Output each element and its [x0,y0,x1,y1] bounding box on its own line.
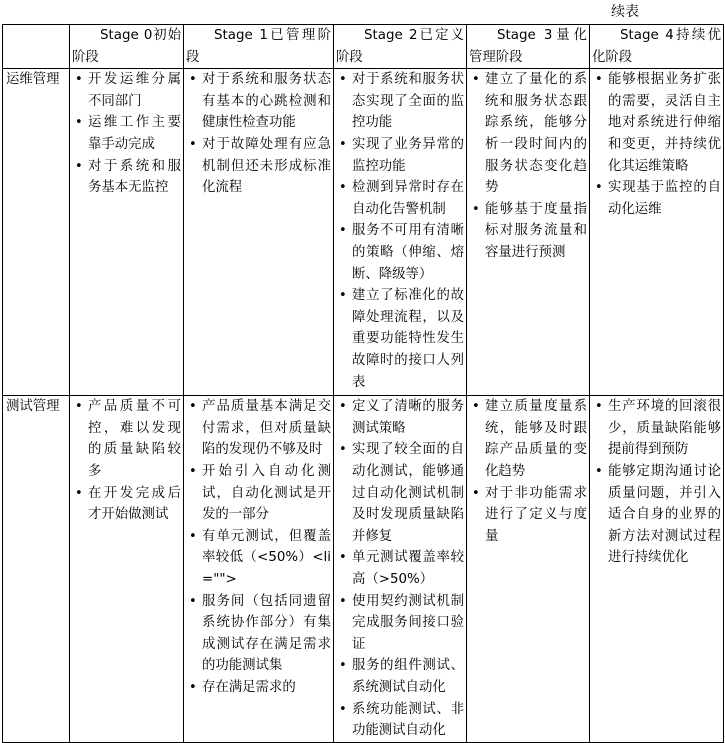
list-item: • 存在满足需求的 [187,677,331,699]
list-item: • 检测到异常时存在自动化告警机制 [337,177,464,220]
list-item: • 对于故障处理有应急机制但还未形成标准化流程 [187,134,331,199]
stage-0-cell [70,69,184,396]
list-item: • 运维工作主要靠手动完成 [73,112,181,155]
bullet-list [73,69,181,199]
maturity-table [2,24,724,743]
list-item: • 能够基于度量指标对服务流量和容量进行预测 [470,199,587,264]
stage-4-cell [590,396,724,743]
test-management-row [3,396,724,743]
list-item: • 建立了标准化的故障处理流程，以及重要功能特性发生故障时的接口人列表 [337,285,464,393]
list-item: • 服务间（包括同遗留系统协作部分）有集成测试存在满足需求的功能测试集 [187,591,331,677]
list-item: • 产品质量不可控，难以发现的质量缺陷较多 [73,396,181,482]
list-item: • 服务的组件测试、系统测试自动化 [337,655,464,698]
header-stage-2: Stage 2已定义阶段 [334,25,467,69]
list-item: • 对于系统和服务基本无监控 [73,156,181,199]
list-item: • 实现了业务异常的监控功能 [337,134,464,177]
table-caption: 续表 [611,4,639,20]
list-item: • 实现基于监控的自动化运维 [593,177,721,220]
row-label: 运维管理 [3,69,70,396]
list-item: • 生产环境的回滚很少，质量缺陷能够提前得到预防 [593,396,721,461]
bullet-list [187,69,331,199]
list-item: • 使用契约测试机制完成服务间接口验证 [337,591,464,656]
list-item: • 服务不可用有清晰的策略（伸缩、熔断、降级等） [337,220,464,285]
bullet-list [593,69,721,220]
list-item: • 系统功能测试、非功能测试自动化 [337,699,464,742]
header-stage-0: Stage 0初始阶段 [70,25,184,69]
header-stage-4: Stage 4持续优化阶段 [590,25,724,69]
bullet-list [73,396,181,526]
bullet-list [470,396,587,547]
header-row [3,25,724,69]
bullet-list [187,396,331,698]
stage-3-cell [467,396,590,743]
list-item: • 单元测试覆盖率较高（>50%） [337,547,464,590]
header-stage-3: Stage 3量化管理阶段 [467,25,590,69]
bullet-list [593,396,721,569]
bullet-list [337,69,464,393]
list-item: • 对于系统和服务状态有基本的心跳检测和健康性检查功能 [187,69,331,134]
bullet-list [337,396,464,742]
list-item: • 能够定期沟通讨论质量问题，并引入适合自身的业界的新方法对测试过程进行持续优化 [593,461,721,569]
stage-2-cell [334,69,467,396]
list-item: • 开发运维分属不同部门 [73,69,181,112]
ops-management-row [3,69,724,396]
row-label: 测试管理 [3,396,70,743]
stage-3-cell [467,69,590,396]
stage-1-cell [184,69,334,396]
stage-0-cell [70,396,184,743]
list-item: • 建立了量化的系统和服务状态跟踪系统，能够分析一段时间内的服务状态变化趋势 [470,69,587,199]
header-stage-1: Stage 1已管理阶段 [184,25,334,69]
stage-1-cell [184,396,334,743]
list-item: • 实现了较全面的自动化测试，能够通过自动化测试机制及时发现质量缺陷并修复 [337,439,464,547]
header-cell-empty [3,25,70,69]
list-item: • 对于非功能需求进行了定义与度量 [470,483,587,548]
list-item: • 在开发完成后才开始做测试 [73,483,181,526]
list-item: • 建立质量度量系统，能够及时跟踪产品质量的变化趋势 [470,396,587,482]
list-item: • 对于系统和服务状态实现了全面的监控功能 [337,69,464,134]
list-item: • 产品质量基本满足交付需求，但对质量缺陷的发现仍不够及时 [187,396,331,461]
list-item: • 能够根据业务扩张的需要，灵活自主地对系统进行伸缩和变更，并持续优化其运维策略 [593,69,721,177]
stage-2-cell [334,396,467,743]
bullet-list [470,69,587,263]
list-item: • 开始引入自动化测试，自动化测试是开发的一部分 [187,461,331,526]
list-item: • 定义了清晰的服务测试策略 [337,396,464,439]
list-item: • 有单元测试，但覆盖率较低（<50%）<li=""> [187,526,331,591]
stage-4-cell [590,69,724,396]
